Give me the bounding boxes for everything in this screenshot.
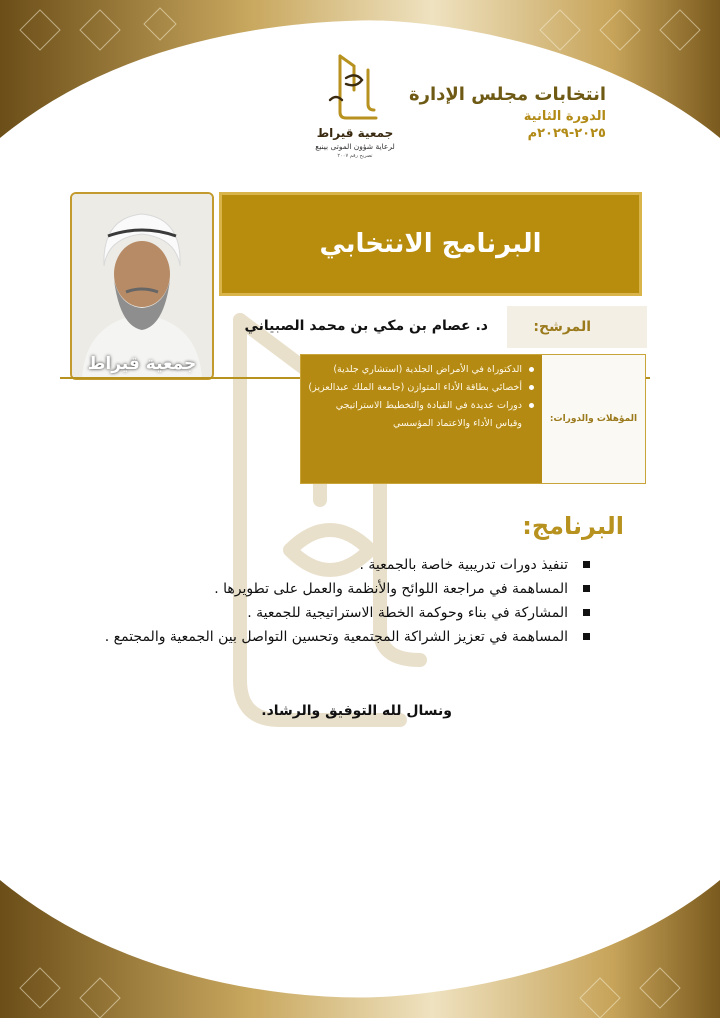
- program-list: [70, 553, 590, 649]
- election-term: الدورة الثانية: [523, 109, 606, 124]
- program-item: تنفيذ دورات تدريبية خاصة بالجمعية .: [70, 553, 590, 577]
- qualifications-list: [301, 355, 542, 483]
- portrait-image: [72, 194, 212, 378]
- candidate-label-box: [507, 306, 647, 348]
- election-years: ٢٠٢٥-٢٠٢٩م: [527, 126, 606, 141]
- qualifications-label: المؤهلات والدورات:: [542, 355, 645, 483]
- photo-caption: جمعية قيراط: [87, 354, 197, 374]
- election-header: [409, 84, 606, 141]
- qirat-emblem-icon: [320, 50, 390, 122]
- program-item: المساهمة في مراجعة اللوائح والأنظمة والعمل على تطويرها .: [70, 577, 590, 601]
- hero-banner: [219, 192, 642, 296]
- qualification-item: أخصائي بطاقة الأداء المتوازن (جامعة الملك عبدالعزيز): [307, 379, 522, 397]
- qualification-item: الدكتوراة في الأمراض الجلدية (استشاري جلدية): [307, 361, 522, 379]
- association-logo: [300, 50, 410, 165]
- program-item: المشاركة في بناء وحوكمة الخطة الاستراتيجية للجمعية .: [70, 601, 590, 625]
- logo-tagline: لرعاية شؤون الموتى بينبع: [315, 142, 395, 151]
- qualification-item: دورات عديدة في القيادة والتخطيط الاستراتيجي وقياس الأداء والاعتماد المؤسسي: [307, 397, 522, 433]
- bottom-decorative-band: [0, 868, 720, 1018]
- hero-title: البرنامج الانتخابي: [319, 229, 542, 259]
- candidate-name: د. عصام بن مكي بن محمد الصبياني: [244, 318, 488, 334]
- closing-text: ونسال لله التوفيق والرشاد.: [261, 703, 452, 719]
- program-heading: البرنامج:: [522, 512, 624, 540]
- logo-registration: تصريح رقم ٢٠٠٧: [337, 153, 373, 159]
- program-item: المساهمة في تعزيز الشراكة المجتمعية وتحسين التواصل بين الجمعية والمجتمع .: [70, 625, 590, 649]
- candidate-label: المرشح:: [533, 319, 591, 335]
- logo-name: جمعية قيراط: [316, 126, 394, 140]
- election-title: انتخابات مجلس الإدارة: [408, 84, 606, 105]
- candidate-photo: [70, 192, 214, 380]
- qualifications-box: [300, 354, 646, 484]
